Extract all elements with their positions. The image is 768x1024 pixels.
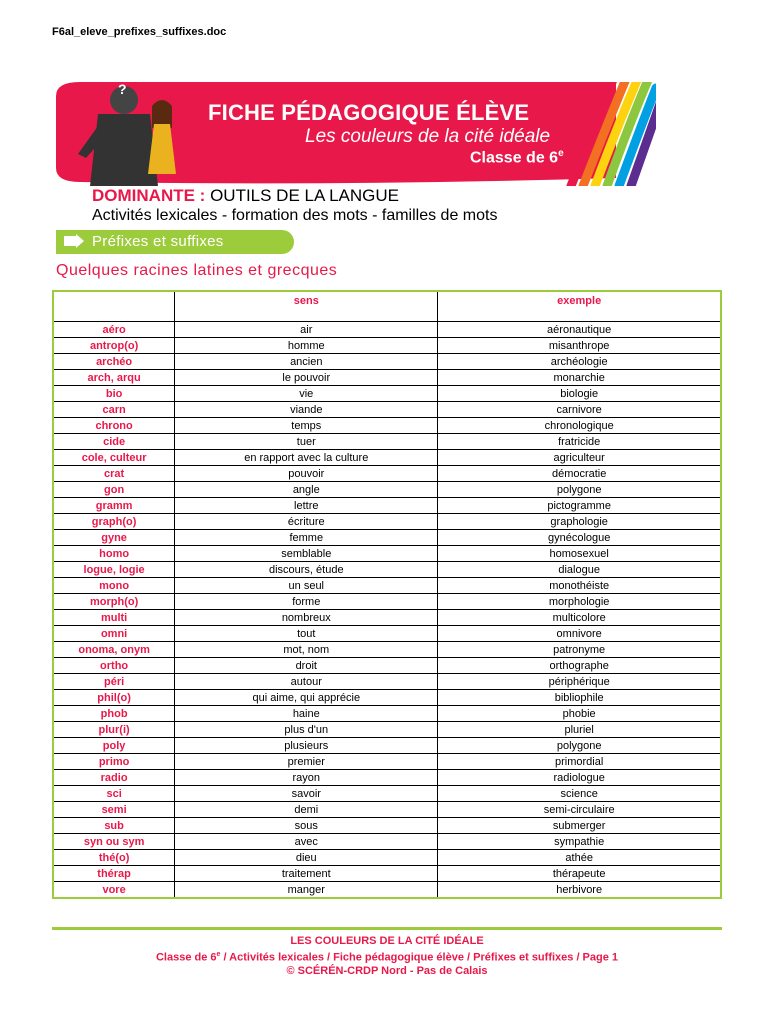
exemple-cell: homosexuel <box>438 546 721 562</box>
root-cell: onoma, onym <box>53 642 175 658</box>
table-row <box>53 754 721 770</box>
sens-cell: viande <box>175 402 438 418</box>
root-cell: gyne <box>53 530 175 546</box>
root-cell: sub <box>53 818 175 834</box>
sens-cell: un seul <box>175 578 438 594</box>
sens-cell: dieu <box>175 850 438 866</box>
table-row <box>53 882 721 899</box>
table-row <box>53 546 721 562</box>
root-cell: syn ou sym <box>53 834 175 850</box>
root-cell: aéro <box>53 322 175 338</box>
exemple-cell: omnivore <box>438 626 721 642</box>
table-row <box>53 562 721 578</box>
footer-divider <box>52 927 722 930</box>
exemple-cell: thérapeute <box>438 866 721 882</box>
sens-cell: sous <box>175 818 438 834</box>
root-cell: graph(o) <box>53 514 175 530</box>
exemple-cell: périphérique <box>438 674 721 690</box>
root-cell: logue, logie <box>53 562 175 578</box>
table-row <box>53 450 721 466</box>
root-cell: arch, arqu <box>53 370 175 386</box>
exemple-cell: bibliophile <box>438 690 721 706</box>
exemple-cell: monothéiste <box>438 578 721 594</box>
sens-cell: pouvoir <box>175 466 438 482</box>
exemple-cell: science <box>438 786 721 802</box>
root-cell: thérap <box>53 866 175 882</box>
table-row <box>53 370 721 386</box>
exemple-cell: athée <box>438 850 721 866</box>
table-row <box>53 514 721 530</box>
root-cell: archéo <box>53 354 175 370</box>
sens-cell: haine <box>175 706 438 722</box>
sens-cell: droit <box>175 658 438 674</box>
root-cell: cide <box>53 434 175 450</box>
table-row <box>53 802 721 818</box>
root-cell: bio <box>53 386 175 402</box>
root-cell: cole, culteur <box>53 450 175 466</box>
header-sens: sens <box>175 291 438 322</box>
sens-cell: vie <box>175 386 438 402</box>
root-cell: sci <box>53 786 175 802</box>
sens-cell: lettre <box>175 498 438 514</box>
sens-cell: forme <box>175 594 438 610</box>
table-row <box>53 418 721 434</box>
root-cell: poly <box>53 738 175 754</box>
root-cell: vore <box>53 882 175 899</box>
exemple-cell: gynécologue <box>438 530 721 546</box>
exemple-cell: primordial <box>438 754 721 770</box>
root-cell: phil(o) <box>53 690 175 706</box>
sens-cell: discours, étude <box>175 562 438 578</box>
dominante-value: OUTILS DE LA LANGUE <box>210 186 400 205</box>
table-header-row <box>53 291 721 322</box>
sens-cell: manger <box>175 882 438 899</box>
exemple-cell: multicolore <box>438 610 721 626</box>
exemple-cell: graphologie <box>438 514 721 530</box>
svg-text:?: ? <box>118 82 127 97</box>
table-row <box>53 738 721 754</box>
sheet-title: FICHE PÉDAGOGIQUE ÉLÈVE <box>208 100 530 125</box>
table-row <box>53 706 721 722</box>
sens-cell: savoir <box>175 786 438 802</box>
exemple-cell: submerger <box>438 818 721 834</box>
exemple-cell: archéologie <box>438 354 721 370</box>
table-row <box>53 610 721 626</box>
sens-cell: temps <box>175 418 438 434</box>
table-row <box>53 322 721 338</box>
root-cell: antrop(o) <box>53 338 175 354</box>
exemple-cell: orthographe <box>438 658 721 674</box>
root-cell: morph(o) <box>53 594 175 610</box>
root-cell: homo <box>53 546 175 562</box>
table-row <box>53 658 721 674</box>
exemple-cell: sympathie <box>438 834 721 850</box>
root-cell: plur(i) <box>53 722 175 738</box>
sens-cell: avec <box>175 834 438 850</box>
exemple-cell: démocratie <box>438 466 721 482</box>
sens-cell: ancien <box>175 354 438 370</box>
exemple-cell: dialogue <box>438 562 721 578</box>
table-row <box>53 482 721 498</box>
root-cell: mono <box>53 578 175 594</box>
table-row <box>53 626 721 642</box>
root-cell: radio <box>53 770 175 786</box>
section-title: Quelques racines latines et grecques <box>56 262 338 279</box>
root-cell: thé(o) <box>53 850 175 866</box>
root-cell: phob <box>53 706 175 722</box>
sens-cell: air <box>175 322 438 338</box>
root-cell: péri <box>53 674 175 690</box>
header-exemple: exemple <box>438 291 721 322</box>
root-cell: ortho <box>53 658 175 674</box>
sens-cell: le pouvoir <box>175 370 438 386</box>
root-cell: semi <box>53 802 175 818</box>
root-cell: primo <box>53 754 175 770</box>
table-row <box>53 354 721 370</box>
exemple-cell: agriculteur <box>438 450 721 466</box>
root-cell: gramm <box>53 498 175 514</box>
root-cell: chrono <box>53 418 175 434</box>
sens-cell: tout <box>175 626 438 642</box>
activites-line: Activités lexicales - formation des mots - familles de mots <box>92 207 498 224</box>
sens-cell: semblable <box>175 546 438 562</box>
sens-cell: plusieurs <box>175 738 438 754</box>
exemple-cell: fratricide <box>438 434 721 450</box>
table-row <box>53 722 721 738</box>
exemple-cell: biologie <box>438 386 721 402</box>
exemple-cell: patronyme <box>438 642 721 658</box>
table-row <box>53 786 721 802</box>
table-row <box>53 386 721 402</box>
exemple-cell: misanthrope <box>438 338 721 354</box>
table-row <box>53 866 721 882</box>
table-row <box>53 818 721 834</box>
footer-title: LES COULEURS DE LA CITÉ IDÉALE <box>290 935 484 947</box>
sens-cell: mot, nom <box>175 642 438 658</box>
root-cell: multi <box>53 610 175 626</box>
exemple-cell: radiologue <box>438 770 721 786</box>
table-row <box>53 402 721 418</box>
sens-cell: angle <box>175 482 438 498</box>
characters-illustration <box>74 82 184 186</box>
arrow-right-icon <box>64 234 84 252</box>
exemple-cell: polygone <box>438 738 721 754</box>
exemple-cell: morphologie <box>438 594 721 610</box>
roots-table <box>52 290 722 899</box>
sens-cell: nombreux <box>175 610 438 626</box>
document-filename: F6al_eleve_prefixes_suffixes.doc <box>52 26 227 38</box>
exemple-cell: pictogramme <box>438 498 721 514</box>
dominante-line <box>92 186 399 206</box>
dominante-label: DOMINANTE : <box>92 186 206 205</box>
exemple-cell: semi-circulaire <box>438 802 721 818</box>
root-cell: omni <box>53 626 175 642</box>
sens-cell: en rapport avec la culture <box>175 450 438 466</box>
sens-cell: qui aime, qui apprécie <box>175 690 438 706</box>
exemple-cell: phobie <box>438 706 721 722</box>
table-row <box>53 466 721 482</box>
sens-cell: tuer <box>175 434 438 450</box>
class-level: Classe de 6e <box>470 148 564 167</box>
table-row <box>53 578 721 594</box>
table-row <box>53 338 721 354</box>
root-cell: crat <box>53 466 175 482</box>
table-row <box>53 594 721 610</box>
exemple-cell: aéronautique <box>438 322 721 338</box>
sens-cell: demi <box>175 802 438 818</box>
sens-cell: plus d'un <box>175 722 438 738</box>
footer-breadcrumb: Classe de 6e / Activités lexicales / Fiche pédagogique élève / Préfixes et suffixes / Page 1 <box>155 951 619 964</box>
table-row <box>53 850 721 866</box>
exemple-cell: polygone <box>438 482 721 498</box>
sens-cell: homme <box>175 338 438 354</box>
sens-cell: rayon <box>175 770 438 786</box>
exemple-cell: carnivore <box>438 402 721 418</box>
sens-cell: premier <box>175 754 438 770</box>
exemple-cell: chronologique <box>438 418 721 434</box>
table-row <box>53 642 721 658</box>
exemple-cell: pluriel <box>438 722 721 738</box>
sens-cell: femme <box>175 530 438 546</box>
root-cell: gon <box>53 482 175 498</box>
section-pill <box>56 230 294 254</box>
sens-cell: traitement <box>175 866 438 882</box>
exemple-cell: herbivore <box>438 882 721 899</box>
header-root <box>53 291 175 322</box>
table-row <box>53 498 721 514</box>
exemple-cell: monarchie <box>438 370 721 386</box>
sens-cell: écriture <box>175 514 438 530</box>
sheet-subtitle: Les couleurs de la cité idéale <box>305 126 551 147</box>
section-pill-label: Préfixes et suffixes <box>92 233 224 250</box>
footer-copyright: © SCÉRÉN-CRDP Nord - Pas de Calais <box>286 964 488 977</box>
table-row <box>53 434 721 450</box>
sens-cell: autour <box>175 674 438 690</box>
table-row <box>53 674 721 690</box>
table-row <box>53 530 721 546</box>
table-row <box>53 770 721 786</box>
table-row <box>53 690 721 706</box>
page-footer <box>52 935 722 978</box>
root-cell: carn <box>53 402 175 418</box>
table-row <box>53 834 721 850</box>
